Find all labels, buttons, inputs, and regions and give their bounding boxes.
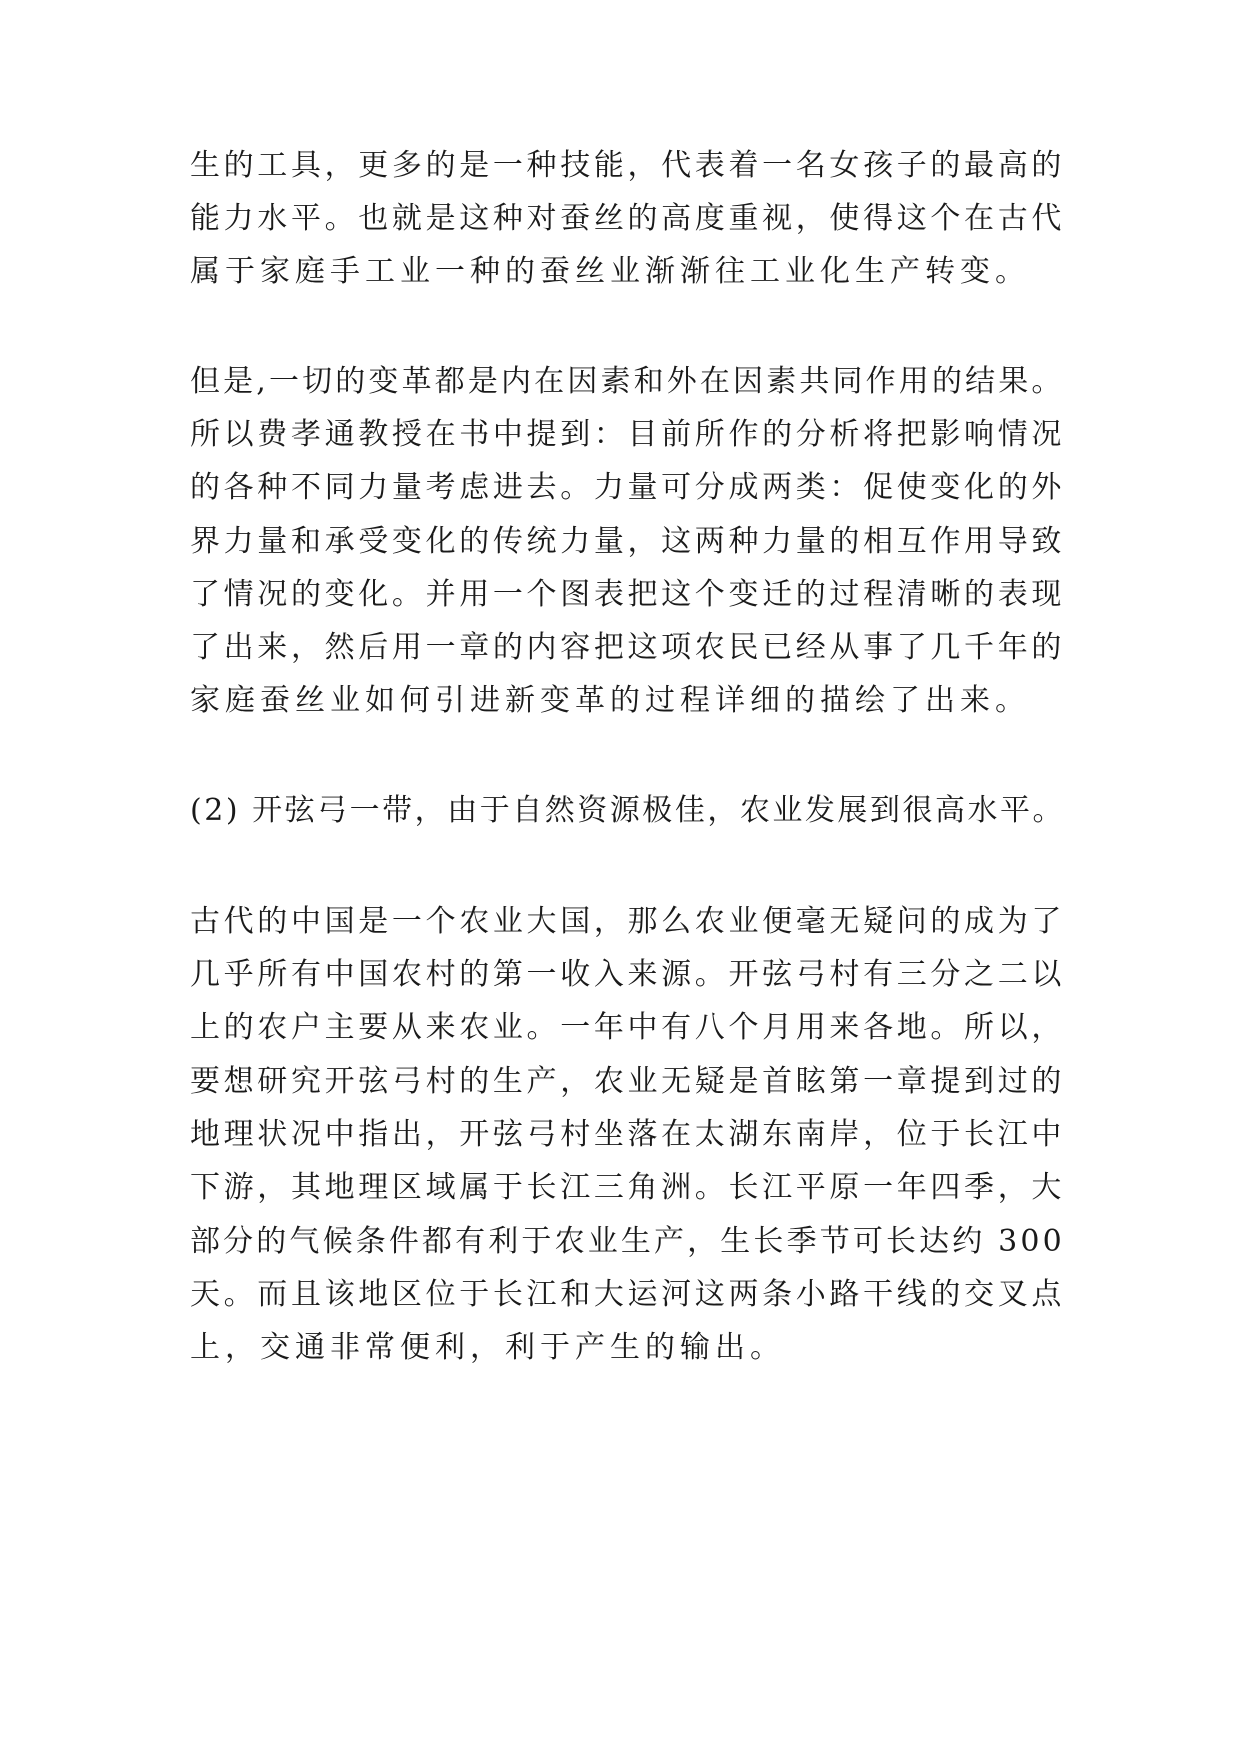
text-line: 地理状况中指出，开弦弓村坐落在太湖东南岸，位于长江中 xyxy=(190,1117,1065,1152)
text-line: 天。而且该地区位于长江和大运河这两条小路干线的交叉点 xyxy=(190,1277,1065,1312)
text-line: 了出来，然后用一章的内容把这项农民已经从事了几千年的 xyxy=(190,630,1065,665)
text-line: 几乎所有中国农村的第一收入来源。开弦弓村有三分之二以 xyxy=(190,957,1065,992)
text-line: 的各种不同力量考虑进去。力量可分成两类：促使变化的外 xyxy=(190,470,1065,505)
text-line: 部分的气候条件都有利于农业生产，生长季节可长达约 300 xyxy=(190,1224,1065,1259)
text-line: 生的工具，更多的是一种技能，代表着一名女孩子的最高的 xyxy=(190,148,1065,183)
text-line: 家庭蚕丝业如何引进新变革的过程详细的描绘了出来。 xyxy=(190,683,1030,718)
text-line: 所以费孝通教授在书中提到：目前所作的分析将把影响情况 xyxy=(190,417,1065,452)
text-line: 古代的中国是一个农业大国，那么农业便毫无疑问的成为了 xyxy=(190,904,1065,939)
text-line: 上的农户主要从来农业。一年中有八个月用来各地。所以， xyxy=(190,1010,1065,1045)
text-line: 界力量和承受变化的传统力量，这两种力量的相互作用导致 xyxy=(190,524,1065,559)
text-line: 了情况的变化。并用一个图表把这个变迁的过程清晰的表现 xyxy=(190,577,1065,612)
text-line: 上，交通非常便利，利于产生的输出。 xyxy=(190,1330,785,1365)
text-line: 下游，其地理区域属于长江三角洲。长江平原一年四季，大 xyxy=(190,1170,1065,1205)
text-line: 属于家庭手工业一种的蚕丝业渐渐往工业化生产转变。 xyxy=(190,254,1030,289)
text-line: 要想研究开弦弓村的生产，农业无疑是首眩第一章提到过的 xyxy=(190,1064,1065,1099)
text-line: 但是,一切的变革都是内在因素和外在因素共同作用的结果。 xyxy=(190,364,1065,399)
text-line: (2) 开弦弓一带，由于自然资源极佳，农业发展到很高水平。 xyxy=(190,793,1066,828)
text-line: 能力水平。也就是这种对蚕丝的高度重视，使得这个在古代 xyxy=(190,201,1065,236)
